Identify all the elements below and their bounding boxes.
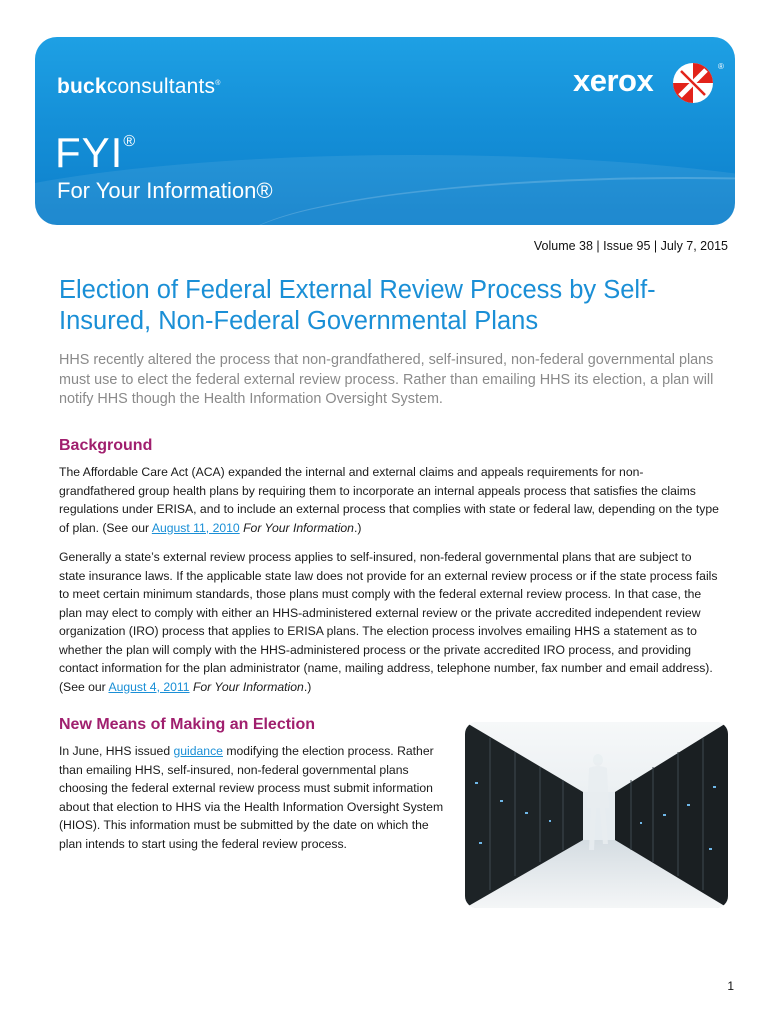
background-paragraph-2: Generally a state’s external review process applies to self-insured, non-federal governmental plans that are subject to state insurance laws. If the applicable state law does not provide for an external review process or if the state process fails to meet certain minimum standards, those plans must comply with the federal external review process. In that case, the plan may elect to comply with either an HHS-administered external review or the private accredited independent review organization (IRO) process that applies to ERISA plans. The election process involves emailing HHS a statement as to whether the plan will comply with the HHS-administered process or the private accredited IRO process, and providing contact information for the plan administrator (name, mailing address, telephone number, fax number and email address). (See our August 4, 2011 For Your Information.) xyxy=(59,550,718,694)
xerox-ball-icon xyxy=(672,62,714,104)
fyi-title: FYI® xyxy=(55,129,137,176)
august-2010-link[interactable]: August 11, 2010 xyxy=(151,520,240,535)
august-2011-link[interactable]: August 4, 2011 xyxy=(108,679,190,694)
server-room-photo xyxy=(465,722,728,908)
server-room-illustration xyxy=(465,722,728,908)
xerox-logo-text: xerox xyxy=(573,63,654,98)
header-banner xyxy=(35,37,735,225)
new-means-heading: New Means of Making an Election xyxy=(59,716,316,733)
new-means-paragraph: In June, HHS issued guidance modifying the election process. Rather than emailing HHS, self-insured, non-federal governmental plans choosing the federal external review process must submit information about that election to HHS via the Health Information Oversight System (HIOS). This information must be submitted by the date on which the plan intends to start using the federal review process. xyxy=(59,744,444,851)
fyi-subtitle: For Your Information® xyxy=(57,178,273,203)
guidance-link[interactable]: guidance xyxy=(173,744,223,758)
xerox-reg-mark: ® xyxy=(718,62,724,71)
page-number: 1 xyxy=(727,979,734,993)
issue-info: Volume 38 | Issue 95 | July 7, 2015 xyxy=(533,239,728,253)
background-paragraph-1: The Affordable Care Act (ACA) expanded the internal and external claims and appeals requirements for non-grandfathered group health plans by requiring them to incorporate an internal appeals process that satisfies the claims regulations under ERISA, and to include an external process that complies with state or federal law, depending on the type of plan. (See our August 11, 2010 For Your Information.) xyxy=(59,465,719,535)
article-title: Election of Federal External Review Process by Self-Insured, Non-Federal Governmental Plans xyxy=(59,276,656,335)
buck-consultants-logo: buckconsultants® xyxy=(57,75,221,98)
article-summary: HHS recently altered the process that non-grandfathered, self-insured, non-federal governmental plans must use to elect the federal external review process. Rather than emailing HHS its election, a plan will notify HHS though the Health Information Oversight System. xyxy=(59,352,714,407)
background-heading: Background xyxy=(59,437,153,454)
